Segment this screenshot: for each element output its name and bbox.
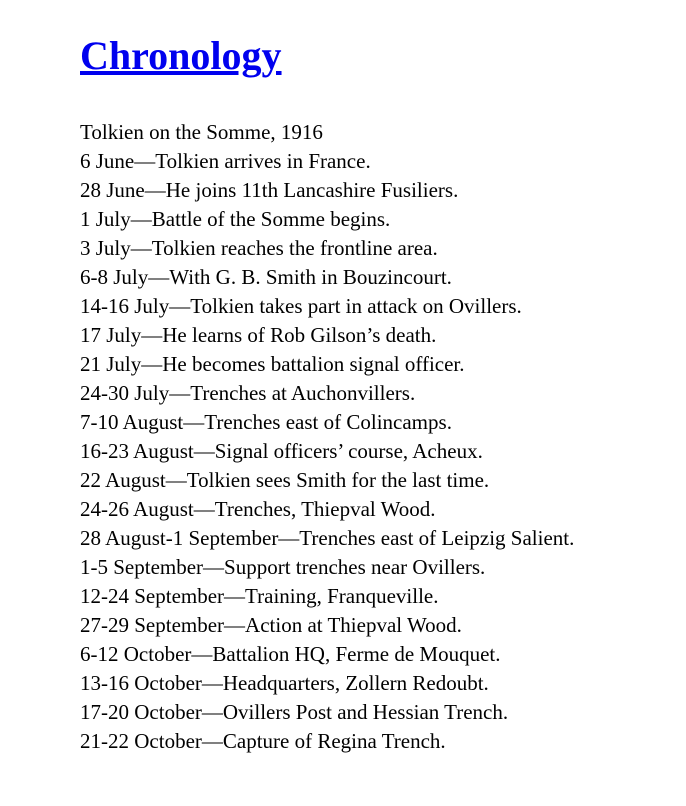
- chronology-entry: 16-23 August—Signal officers’ course, Acheux.: [80, 439, 483, 463]
- chronology-entry: 14-16 July—Tolkien takes part in attack on Ovillers.: [80, 294, 522, 318]
- title-row: [80, 34, 666, 78]
- chronology-entry: 7-10 August—Trenches east of Colincamps.: [80, 410, 452, 434]
- chronology-body: [80, 118, 666, 756]
- chronology-entry: 17 July—He learns of Rob Gilson’s death.: [80, 323, 437, 347]
- chronology-entry: 17-20 October—Ovillers Post and Hessian Trench.: [80, 700, 509, 724]
- chronology-entry: 21-22 October—Capture of Regina Trench.: [80, 729, 446, 753]
- chronology-entry: 1 July—Battle of the Somme begins.: [80, 207, 391, 231]
- chronology-subtitle: Tolkien on the Somme, 1916: [80, 120, 323, 144]
- chronology-entry: 22 August—Tolkien sees Smith for the last time.: [80, 468, 490, 492]
- chronology-entry: 28 June—He joins 11th Lancashire Fusiliers.: [80, 178, 459, 202]
- chronology-list: [80, 147, 666, 756]
- chronology-title-link[interactable]: Chronology: [80, 33, 282, 78]
- chronology-entry: 27-29 September—Action at Thiepval Wood.: [80, 613, 462, 637]
- chronology-entry: 24-26 August—Trenches, Thiepval Wood.: [80, 497, 436, 521]
- chronology-entry: 21 July—He becomes battalion signal officer.: [80, 352, 465, 376]
- chronology-entry: 6 June—Tolkien arrives in France.: [80, 149, 371, 173]
- chronology-entry: 6-12 October—Battalion HQ, Ferme de Mouquet.: [80, 642, 501, 666]
- chronology-entry: 13-16 October—Headquarters, Zollern Redoubt.: [80, 671, 489, 695]
- chronology-entry: 6-8 July—With G. B. Smith in Bouzincourt.: [80, 265, 452, 289]
- chronology-entry: 1-5 September—Support trenches near Ovillers.: [80, 555, 486, 579]
- chronology-entry: 3 July—Tolkien reaches the frontline area.: [80, 236, 438, 260]
- chronology-entry: 28 August-1 September—Trenches east of Leipzig Salient.: [80, 526, 575, 550]
- chronology-entry: 24-30 July—Trenches at Auchonvillers.: [80, 381, 416, 405]
- chronology-entry: 12-24 September—Training, Franqueville.: [80, 584, 439, 608]
